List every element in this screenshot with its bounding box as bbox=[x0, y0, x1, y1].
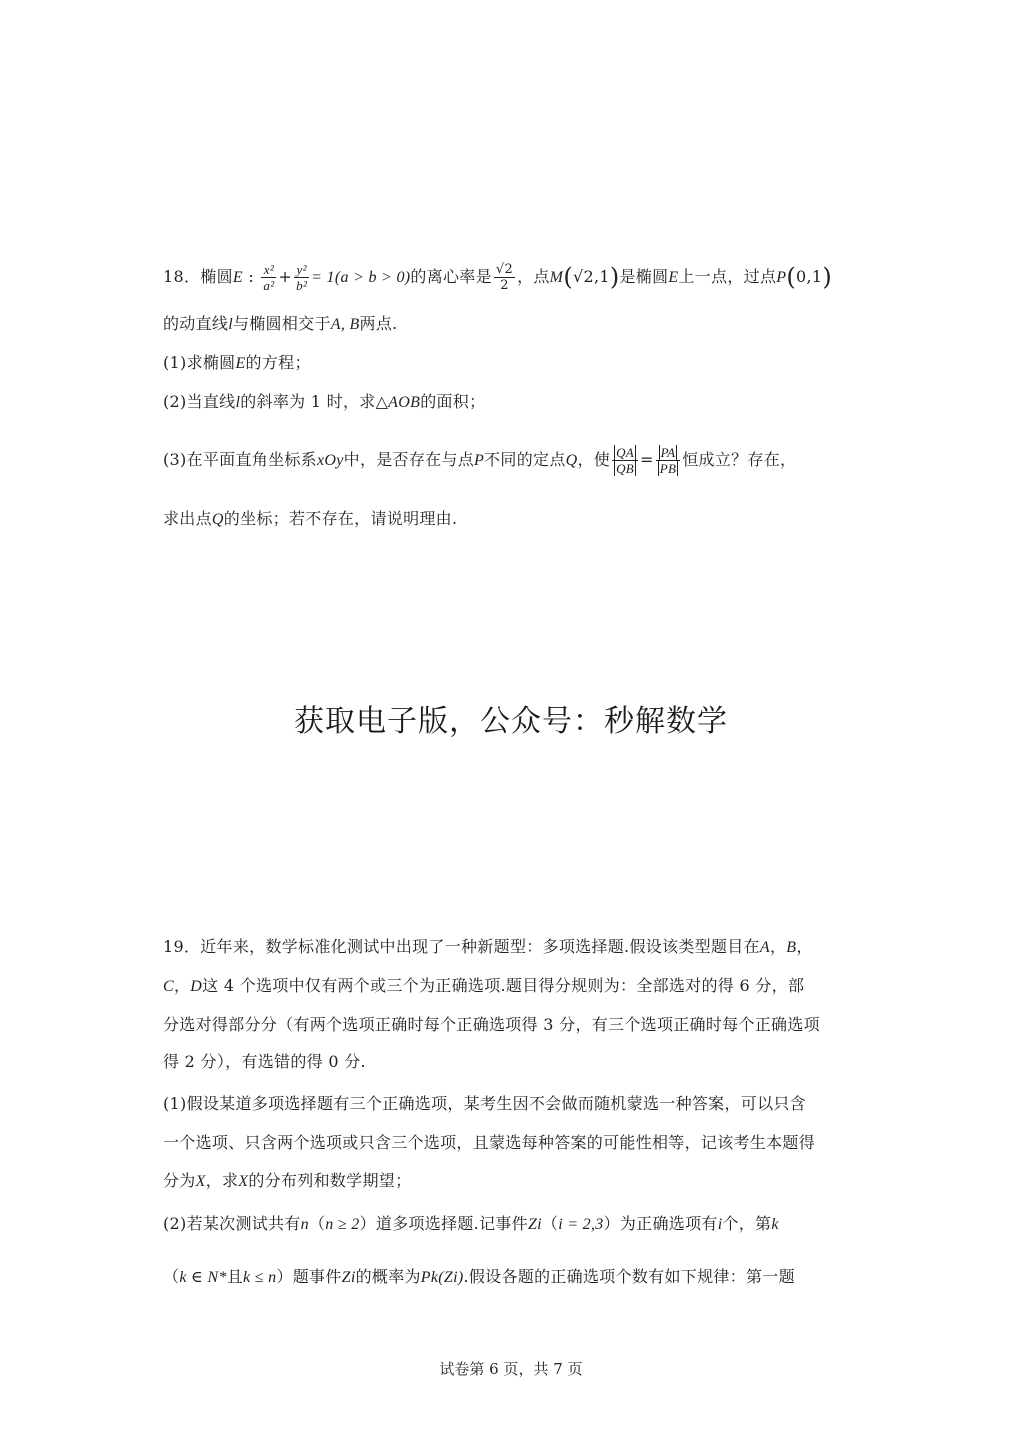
text: = bbox=[640, 450, 654, 469]
math-triangle-AOB: △AOB bbox=[375, 394, 421, 411]
q19-part-1-line-2: 一个选项、只含两个选项或只含三个选项，且蒙选每种答案的可能性相等，记该考生本题得 bbox=[163, 1133, 816, 1152]
text: （ bbox=[541, 1214, 559, 1233]
abs-QB: QB bbox=[616, 461, 635, 476]
denominator bbox=[656, 461, 680, 476]
q18-part-2 bbox=[163, 390, 863, 415]
q18-number: 18． bbox=[163, 267, 201, 286]
numerator bbox=[612, 445, 638, 461]
math-X: X bbox=[195, 1173, 206, 1190]
text: 两点. bbox=[359, 314, 398, 333]
denominator: b² bbox=[296, 278, 308, 293]
text: ，求 bbox=[205, 1171, 239, 1190]
math-l: l bbox=[235, 394, 241, 411]
text: (3)在平面直角坐标系 bbox=[163, 450, 317, 469]
numerator: y² bbox=[294, 262, 309, 278]
text: (1)求椭圆 bbox=[163, 353, 236, 372]
text: : bbox=[242, 267, 260, 286]
math-Pk-Zi: Pk(Zi) bbox=[420, 1269, 464, 1286]
denominator bbox=[612, 461, 638, 476]
math-Zi: Zi bbox=[527, 1216, 542, 1233]
denominator: 2 bbox=[500, 278, 509, 293]
math-E: E bbox=[668, 269, 679, 286]
text: 求出点 bbox=[163, 509, 212, 528]
q18-part-1 bbox=[163, 351, 863, 376]
paren: ) bbox=[609, 263, 620, 291]
math-C: C bbox=[163, 978, 174, 995]
text: 19．近年来，数学标准化测试中出现了一种新题型：多项选择题.假设该类型题目在 bbox=[163, 937, 760, 956]
point-M-coord: √2,1 bbox=[572, 267, 610, 286]
watermark-text: 获取电子版，公众号：秒解数学 bbox=[294, 704, 728, 739]
text: 的面积； bbox=[420, 392, 486, 411]
q19-part-2-line-2 bbox=[163, 1265, 863, 1290]
paren: ) bbox=[822, 263, 833, 291]
text: 且 bbox=[226, 1267, 244, 1286]
text: ， bbox=[796, 937, 813, 956]
text: 的动直线 bbox=[163, 314, 229, 333]
math-Q: Q bbox=[565, 452, 578, 469]
math-P: P bbox=[474, 452, 485, 469]
q19-line-1 bbox=[163, 935, 863, 960]
q18-part-3 bbox=[163, 440, 863, 481]
fraction-y2-b2 bbox=[294, 262, 309, 293]
q19-part-1-line-1: (1)假设某道多项选择题有三个正确选项，某考生因不会做而随机蒙选一种答案，可以只含 bbox=[163, 1094, 806, 1113]
text: 不同的定点 bbox=[484, 450, 566, 469]
text: ）道多项选择题.记事件 bbox=[359, 1214, 528, 1233]
text: 与椭圆相交于 bbox=[232, 314, 331, 333]
text: (2)当直线 bbox=[163, 392, 236, 411]
numerator bbox=[656, 445, 680, 461]
math-A: A bbox=[759, 939, 770, 956]
fraction-sqrt2-2 bbox=[494, 262, 515, 293]
text: 这 4 个选项中仅有两个或三个为正确选项.题目得分规则为：全部选对的得 6 分，部 bbox=[202, 976, 805, 995]
equation-condition: = 1(a > b > 0) bbox=[311, 269, 411, 286]
text: 的离心率是 bbox=[410, 267, 492, 286]
numerator: √2 bbox=[495, 262, 514, 277]
q19-part-1-line-3 bbox=[163, 1169, 863, 1194]
fraction-QA-QB bbox=[612, 445, 638, 476]
text: (2)若某次测试共有 bbox=[163, 1214, 301, 1233]
paren: ( bbox=[563, 263, 573, 291]
paren: ( bbox=[786, 263, 797, 291]
abs-QA: QA bbox=[616, 445, 635, 460]
fraction-x2-a2 bbox=[261, 262, 276, 293]
q19-line-2 bbox=[163, 974, 863, 999]
numerator: x² bbox=[261, 262, 276, 278]
math-k-le-n: k ≤ n bbox=[243, 1269, 277, 1286]
text: ）题事件 bbox=[276, 1267, 342, 1286]
text: 是椭圆 bbox=[619, 267, 669, 286]
abs-PA: PA bbox=[660, 445, 676, 460]
q18-line-1 bbox=[163, 258, 863, 297]
q18-part-3-line-2 bbox=[163, 507, 863, 532]
math-n-condition: n ≥ 2 bbox=[325, 1216, 360, 1233]
text: ，点 bbox=[517, 267, 550, 286]
math-k: k bbox=[771, 1216, 779, 1233]
math-xOy: xOy bbox=[316, 452, 344, 469]
point-P-coord: 0,1 bbox=[796, 267, 823, 286]
text: ， bbox=[769, 937, 787, 956]
text: 的斜率为 1 时，求 bbox=[240, 392, 376, 411]
math-n: n bbox=[300, 1216, 309, 1233]
q18-line-2 bbox=[163, 312, 863, 337]
page-footer: 试卷第 6 页，共 7 页 bbox=[439, 1360, 583, 1378]
text: 个，第 bbox=[722, 1214, 772, 1233]
text: 的分布列和数学期望； bbox=[248, 1171, 412, 1190]
math-Q: Q bbox=[211, 511, 224, 528]
math-l: l bbox=[228, 316, 233, 333]
text: + bbox=[278, 267, 293, 286]
text: ，使 bbox=[577, 450, 611, 469]
fraction-PA-PB bbox=[656, 445, 680, 476]
text: ）为正确选项有 bbox=[603, 1214, 718, 1233]
text: 的坐标；若不存在，请说明理由. bbox=[223, 509, 458, 528]
text: 分为 bbox=[163, 1171, 196, 1190]
text: 的概率为 bbox=[355, 1267, 421, 1286]
math-AB: A, B bbox=[330, 316, 360, 333]
math-P: P bbox=[776, 269, 787, 286]
math-i: i bbox=[717, 1216, 723, 1233]
math-Zi: Zi bbox=[341, 1269, 356, 1286]
text: （ bbox=[308, 1214, 326, 1233]
math-E: E bbox=[235, 355, 246, 372]
math-i-condition: i = 2,3 bbox=[558, 1216, 604, 1233]
text: （ bbox=[163, 1267, 180, 1286]
math-E: E bbox=[232, 269, 243, 286]
text: 中，是否存在与点 bbox=[343, 450, 475, 469]
text: 的方程； bbox=[245, 353, 311, 372]
q19-line-3: 分选对得部分分（有两个选项正确时每个正确选项得 3 分，有三个选项正确时每个正确选项 bbox=[163, 1015, 820, 1034]
math-k-condition: k ∈ N* bbox=[179, 1269, 227, 1286]
text: .假设各题的正确选项个数有如下规律：第一题 bbox=[463, 1267, 795, 1286]
math-B: B bbox=[786, 939, 797, 956]
math-X: X bbox=[238, 1173, 249, 1190]
q19-line-4: 得 2 分），有选错的得 0 分. bbox=[163, 1052, 366, 1071]
abs-PB: PB bbox=[659, 461, 677, 476]
text: 恒成立？存在， bbox=[682, 450, 797, 469]
math-M: M bbox=[549, 269, 564, 286]
text: 上一点，过点 bbox=[678, 267, 777, 286]
math-D: D bbox=[190, 978, 203, 995]
q19-part-2-line-1 bbox=[163, 1212, 863, 1237]
text: ， bbox=[173, 976, 191, 995]
denominator: a² bbox=[263, 278, 275, 293]
text: 椭圆 bbox=[200, 267, 233, 286]
